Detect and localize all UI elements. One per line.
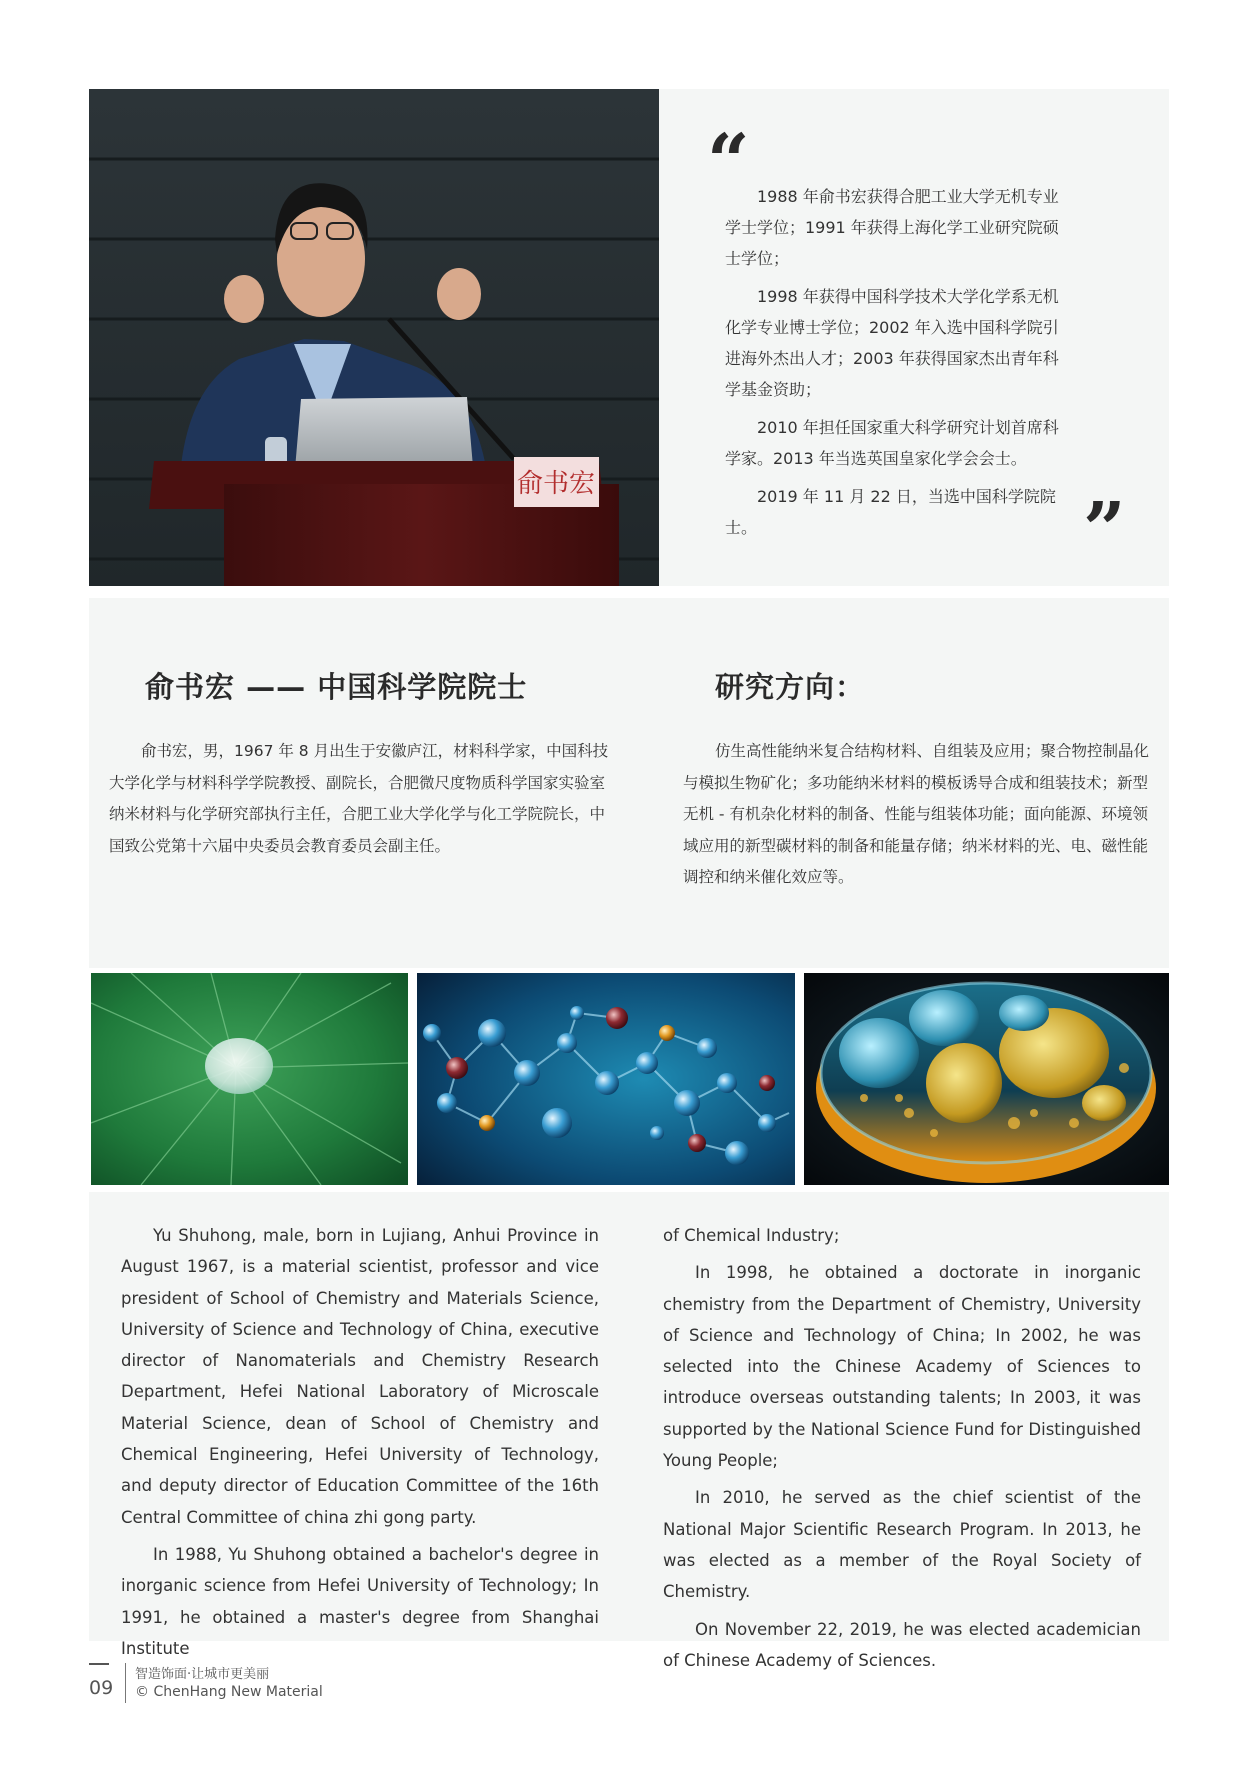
research-text bbox=[683, 736, 1153, 894]
page-footer bbox=[89, 1660, 489, 1720]
quote-panel bbox=[659, 89, 1169, 586]
quote-paragraph: 2010 年担任国家重大科学研究计划首席科学家。2013 年当选英国皇家化学会会士。 bbox=[725, 418, 1059, 468]
english-paragraph: On November 22, 2019, he was elected academician of Chinese Academy of Sciences. bbox=[663, 1619, 1141, 1670]
open-quote-icon: “ bbox=[707, 119, 750, 205]
english-paragraph: In 2010, he served as the chief scientist of the National Major Scientific Research Program. In 2013, he was elected as a member of the Royal Society of Chemistry. bbox=[663, 1488, 1141, 1602]
english-paragraph: Yu Shuhong, male, born in Lujiang, Anhui Province in August 1967, is a material scientist, professor and vice president of School of Chemistry and Materials Science, University of Science and Technology of China, executive director of Nanomaterials and Chemistry Research Department, Hefei National Laboratory of Microscale Material Science, dean of School of Chemistry and Chemical Engineering, Hefei University of Technology, and deputy director of Education Committee of the 16th Central Committee of china zhi gong party. bbox=[121, 1226, 599, 1527]
research-paragraph: 仿生高性能纳米复合结构材料、自组装及应用；聚合物控制晶化与模拟生物矿化；多功能纳米材料的模板诱导合成和组装技术；新型无机 - 有机杂化材料的制备、性能与组装体功能；面向能源、环境领域应用的新型碳材料的制备和能量存储；纳米材料的光、电、磁性能调控和纳米催化效应等。 bbox=[683, 742, 1150, 886]
quote-paragraph: 2019 年 11 月 22 日，当选中国科学院院士。 bbox=[725, 487, 1056, 537]
molecule-image bbox=[417, 973, 795, 1185]
footer-copyright: © ChenHang New Material bbox=[135, 1684, 323, 1700]
footer-slogan: 智造饰面·让城市更美丽 bbox=[135, 1667, 270, 1682]
bio-title: 俞书宏 —— 中国科学院院士 bbox=[145, 670, 528, 704]
quote-body bbox=[725, 181, 1065, 550]
english-right-column bbox=[663, 1220, 1141, 1682]
lotus-leaf-image bbox=[91, 973, 408, 1185]
english-left-column bbox=[121, 1220, 599, 1670]
english-paragraph-continued: of Chemical Industry; bbox=[663, 1226, 840, 1245]
info-panel bbox=[89, 598, 1169, 968]
quote-paragraph: 1988 年俞书宏获得合肥工业大学无机专业学士学位；1991 年获得上海化学工业研究院硕士学位； bbox=[725, 187, 1059, 268]
footer-dash bbox=[89, 1663, 109, 1665]
english-panel bbox=[89, 1192, 1169, 1670]
footer-divider bbox=[125, 1663, 126, 1703]
english-paragraph: In 1988, Yu Shuhong obtained a bachelor's degree in inorganic science from Hefei University of Technology; In 1991, he obtained a master's degree from Shanghai Institute bbox=[121, 1544, 599, 1658]
research-title: 研究方向： bbox=[715, 670, 866, 704]
english-paragraph: In 1998, he obtained a doctorate in inorganic chemistry from the Department of Chemistry, University of Science and Technology of China; In 2002, he was selected into the Chinese Academy of Sciences to introduce overseas outstanding talents; In 2003, it was supported by the National Science Fund for Distinguished Young People; bbox=[663, 1263, 1141, 1471]
petri-dish-image bbox=[804, 973, 1169, 1185]
page-number: 09 bbox=[89, 1677, 114, 1699]
bio-text bbox=[109, 736, 619, 862]
nameplate-text: 俞书宏 bbox=[516, 469, 596, 499]
hero-photo bbox=[89, 89, 659, 586]
bio-paragraph: 俞书宏，男，1967 年 8 月出生于安徽庐江，材料科学家，中国科技大学化学与材料科学学院教授、副院长，合肥微尺度物质科学国家实验室纳米材料与化学研究部执行主任，合肥工业大学化学与化工学院院长，中国致公党第十六届中央委员会教育委员会副主任。 bbox=[109, 742, 609, 855]
quote-paragraph: 1998 年获得中国科学技术大学化学系无机化学专业博士学位；2002 年入选中国科学院引进海外杰出人才；2003 年获得国家杰出青年科学基金资助； bbox=[725, 287, 1059, 399]
close-quote-icon: ” bbox=[1083, 487, 1126, 573]
